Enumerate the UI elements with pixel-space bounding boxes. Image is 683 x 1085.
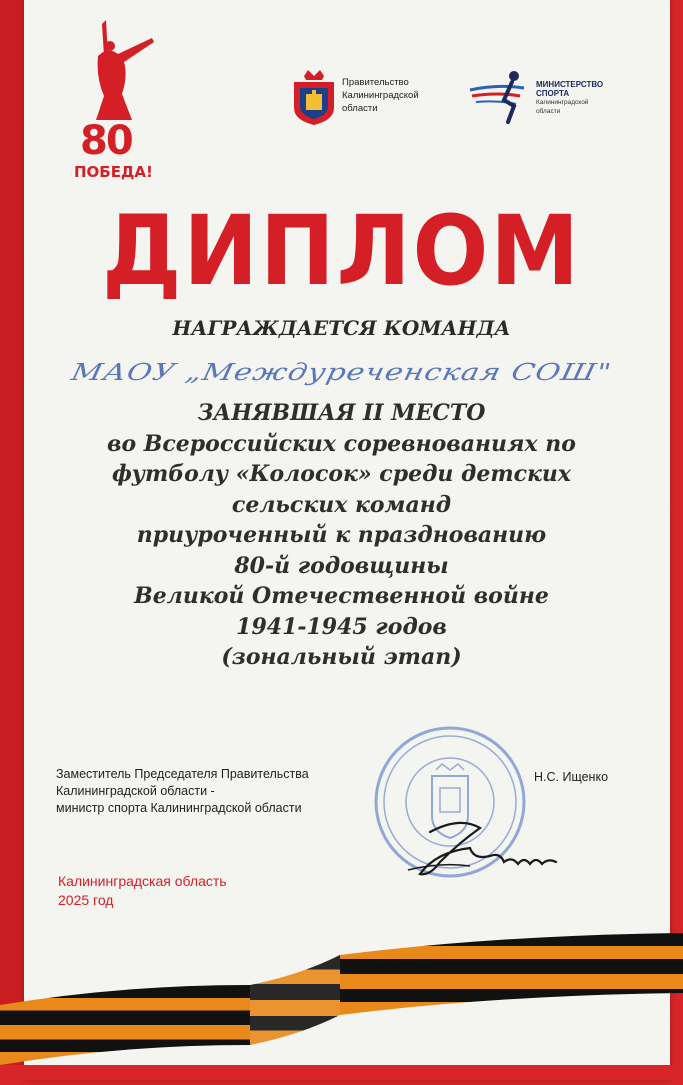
award-line: ЗАНЯВШАЯ II МЕСТО — [197, 400, 486, 426]
region-footer — [58, 872, 227, 910]
victory-80-logo — [62, 16, 172, 186]
diploma-year: 2025 год — [58, 892, 114, 908]
signer-name: Н.С. Ищенко — [534, 770, 609, 784]
award-line: приуроченный к празднованию — [136, 522, 547, 548]
ribbon-icon — [0, 915, 683, 1080]
victory-number: 80 — [80, 118, 132, 164]
handwritten-signature — [400, 812, 570, 887]
award-line: сельских команд — [231, 491, 452, 518]
coat-of-arms-icon — [292, 70, 336, 126]
award-text — [40, 398, 643, 673]
runner-icon — [468, 70, 536, 126]
diploma-title: ДИПЛОМ — [101, 195, 582, 307]
ministry-name: МИНИСТЕРСТВО СПОРТА Калининградской области — [536, 80, 604, 115]
government-name: Правительство Калининградской области — [342, 77, 419, 114]
signature-icon — [400, 812, 570, 882]
award-line: футболу «Колосок» среди детских — [111, 461, 572, 487]
award-line: 1941-1945 годов — [236, 613, 447, 640]
victory-word: ПОБЕДА! — [74, 163, 153, 181]
region-name: Калининградская область — [58, 873, 227, 889]
awarded-heading: НАГРАЖДАЕТСЯ КОМАНДА — [172, 316, 511, 340]
ministry-sport-logo — [468, 70, 638, 130]
team-name-handwritten: МАОУ „Междуреченская СОШ" — [68, 358, 615, 387]
motherland-statue-icon — [62, 16, 172, 126]
st-george-ribbon — [0, 915, 683, 1085]
award-line: 80-й годовщины — [234, 552, 449, 579]
award-line: (зональный этап) — [221, 644, 462, 670]
award-line: во Всероссийских соревнованиях по — [107, 430, 576, 457]
signer-position: Заместитель Председателя Правительства Калининградской области - министр спорта Калининградской области — [56, 767, 309, 815]
award-line: Великой Отечественной войне — [134, 583, 549, 609]
government-logo — [292, 70, 419, 131]
